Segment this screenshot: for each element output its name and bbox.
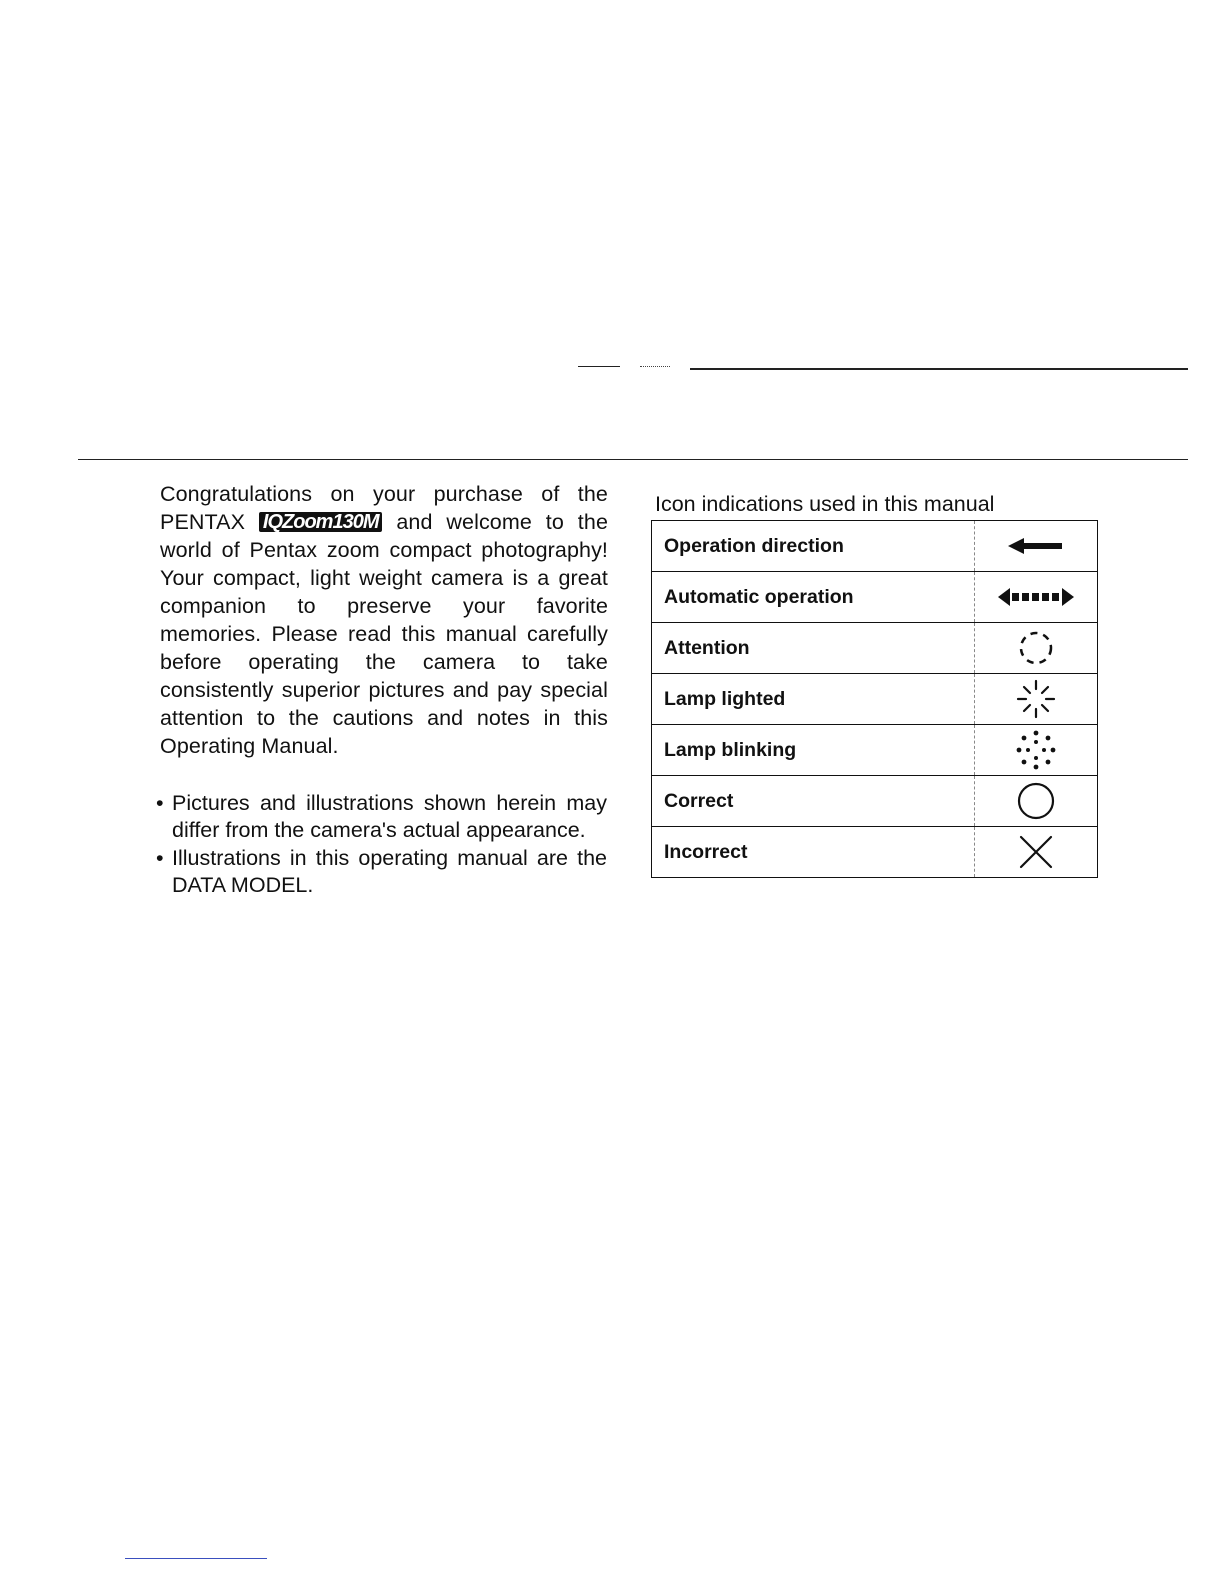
arrow-left-icon <box>1006 536 1066 556</box>
row-label: Operation direction <box>652 521 975 572</box>
note-text: Pictures and illustrations shown herein may differ from the camera's actual appearance. <box>172 791 607 842</box>
note-item <box>155 845 607 899</box>
intro-before-logo: Congratulations on your purchase of the PENTAX <box>160 482 608 534</box>
table-row <box>652 623 1098 674</box>
lamp-blinking-icon <box>1014 728 1058 772</box>
table-row <box>652 725 1098 776</box>
bullet: • <box>156 846 164 870</box>
top-rule-short <box>578 366 620 367</box>
cross-icon <box>1014 830 1058 874</box>
note-item <box>155 790 607 844</box>
intro-text <box>160 480 608 760</box>
table-row <box>652 674 1098 725</box>
row-label: Lamp lighted <box>652 674 975 725</box>
bullet: • <box>156 791 164 815</box>
top-rule-long <box>690 368 1188 370</box>
row-label: Automatic operation <box>652 572 975 623</box>
row-label: Correct <box>652 776 975 827</box>
row-label: Attention <box>652 623 975 674</box>
dashed-circle-icon <box>1014 626 1058 670</box>
icon-table-heading: Icon indications used in this manual <box>655 492 995 516</box>
top-rule-dots <box>640 366 670 367</box>
table-row <box>652 521 1098 572</box>
circle-icon <box>1014 779 1058 823</box>
row-label: Lamp blinking <box>652 725 975 776</box>
header-rule <box>78 459 1188 460</box>
lamp-lighted-icon <box>1014 677 1058 721</box>
table-row <box>652 827 1098 878</box>
intro-after-logo: and welcome to the world of Pentax zoom compact photography! Your compact, light weight camera is a great companion to preserve your favorite memories. Please read this manual carefully before operating the camera to take consistently superior pictures and pay special attention to the cautions and notes in this Operating Manual. <box>160 510 608 758</box>
double-arrow-dotted-icon <box>996 586 1076 608</box>
table-row <box>652 776 1098 827</box>
icon-table <box>651 520 1098 878</box>
notes-list <box>155 790 607 900</box>
footer-rule <box>125 1558 267 1559</box>
note-text: Illustrations in this operating manual are the DATA MODEL. <box>172 846 607 897</box>
row-label: Incorrect <box>652 827 975 878</box>
table-row <box>652 572 1098 623</box>
product-logo: IQZoom130M <box>259 512 383 532</box>
